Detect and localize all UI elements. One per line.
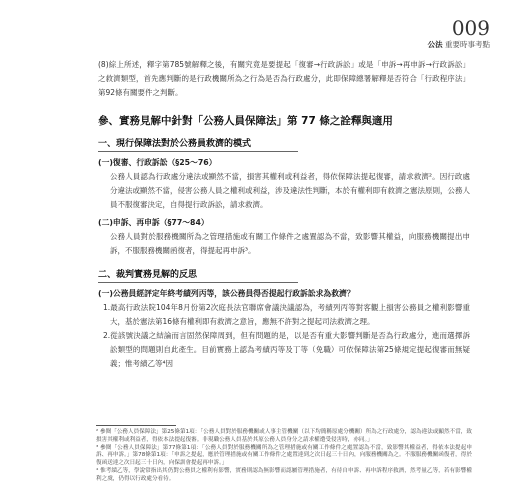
footnote: ³ 參閱「公務人員保障法」第77條第1項：「公務人員對於服務機關所為之管理措施或有關工作條件之處置認為不當，致影響其權益者，得依本法提起申訴、再申訴。」第78條第1項：「申訴之提起，應於管理措施或有關工作條件之處置達到之次日起三十日內，向服務機關為之。不服服務機關函復者，得於復函送達之次日起三十日內，向保訓會提起再申訴。」 [96,444,472,467]
running-header-bold: 公法 [427,40,443,49]
review-paragraph: 公務人員認為行政處分違法或顯然不當，損害其權利或利益者，得依保障法提起復審，請求救濟²。因行政處分違法或顯然不當，侵害公務人員之權利或利益，涉及違法性判斷，本於有權利即有救濟之憲法原則，公務人員不服復審決定，自得提行政訴訟，請求救濟。 [110,171,470,210]
part-heading: 參、實務見解中針對「公務人員保障法」第 77 條之詮釋與適用 [98,114,393,127]
subheading-question: (一)公務員經評定年終考績列丙等，該公務員得否提起行政訴訟求為救濟？ [98,288,355,298]
section-heading-2: 二、裁判實務見解的反思 [98,269,198,280]
appeal-paragraph: 公務人員對於服務機關所為之管理措施或有關工作條件之處置認為不當，致影響其權益，向服務機關提出申訴，不服服務機關函復者，得提起再申訴³。 [110,232,470,256]
list-item: 1.最高行政法院104年8月份第2次庭長法官聯席會議決議認為，考績列丙等對客觀上損害公務員之權利影響重大，基於憲法第16條有權利即有救濟之意旨，應無不許對之提起司法救濟之理。 [103,302,470,326]
footnotes [96,429,472,484]
running-header-text: 重要時事考點 [445,40,490,49]
footnote: ² 參閱「公務人員保障法」第25條第1項：「公務人員對於服務機關或人事主管機關（以下均簡稱原處分機關）所為之行政處分，認為違法或顯然不當，致損害其權利或利益者，得依本法提起復審。非現職公務人員基於其原公務人員身分之請求權遭受侵害時，亦同。」 [96,429,472,443]
section-underline-1 [98,151,298,152]
running-header [428,39,490,50]
subheading-appeal: (二)申訴、再申訴（§77～84） [98,218,209,228]
section-heading-1: 一、現行保障法對於公務員救濟的模式 [98,138,252,149]
section-underline-2 [98,282,298,283]
footnote-divider [96,425,176,426]
subheading-review: (一)復審、行政訴訟（§25～76） [98,157,217,167]
footnote: ⁴ 惟考績乙等，學說常指出其仍對公務員之權利有影響，實務則認為無影響而認屬管理措施者，有待自申訴、再申訴程序救濟，然考量乙等，若有影響權利之虞，仍得以行政處分看待。 [96,467,472,482]
page-number: 009 [451,16,490,40]
list-item: 2.從該號決議之結論而言固然保障周到，但有問題的是，以是否有重大影響判斷是否為行政處分，進而選擇訴訟類型的問題則自此產生。目前實務上認為考績丙等及丁等（免職）可依保障法第25條規定提起復審而無疑義；惟考績乙等⁴因 [103,331,470,369]
intro-paragraph: (8)綜上所述，釋字第785號解釋之後，有關究竟是要提起「復審→行政訴訟」或是「申訴→再申訴→行政訴訟」之救濟類型，首先應判斷的是行政機關所為之行為是否為行政處分，此即保障總署解釋是否符合「行政程序法」第92條有關要件之判斷。 [98,60,470,98]
page-body [98,58,470,372]
